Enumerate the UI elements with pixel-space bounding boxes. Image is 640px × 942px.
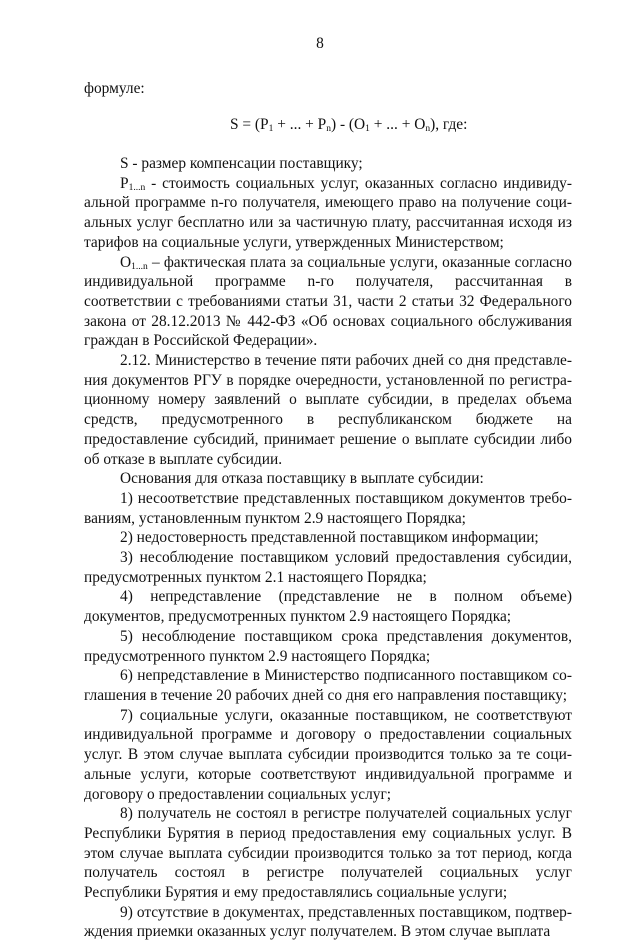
paragraph-2-12: 2.12. Министерство в течение пяти рабочих дней со дня представления документов РГУ в порядке очередности, установленной по регистрационному номеру заявлений о выплате субсидии, в пределах объема средств, предусмотренного в республиканском бюджете на предоставление субсидий, принимает решение о выплате субсидии либо об отказе в выплате субсидии.: [84, 352, 572, 468]
refusal-ground-item: 1) несоответствие представленных поставщиком документов требованиям, установленным пунктом 2.9 настоящего Порядка;: [84, 489, 572, 527]
definition-s: S - размер компенсации поставщику;: [120, 155, 363, 172]
refusal-ground-item: 9) отсутствие в документах, представленных поставщиком, подтверждения приемки оказанных услуг получателем. В этом случае выплата: [84, 903, 572, 941]
definition-symbol: O: [120, 253, 132, 271]
formula-part: ), где:: [430, 116, 468, 133]
refusal-ground-item: 5) несоблюдение поставщиком срока представления документов, предусмотренного пунктом 2.9 настоящего Порядка;: [84, 627, 572, 665]
compensation-formula: [230, 115, 467, 135]
formula-subscript: n: [425, 124, 431, 134]
refusal-grounds-heading: Основания для отказа поставщику в выплате субсидии:: [120, 470, 484, 488]
refusal-ground-item: 7) социальные услуги, оказанные поставщиком, не соответствуют индивидуальной программе и договору о предоставлении социальных услуг. В этом случае выплата субсидии производится только за те социальные услуги, которые соответствуют индивидуальной программе и договору о предоставлении социальных услуг;: [84, 706, 572, 803]
definition-symbol: P: [120, 174, 129, 192]
formula-subscript: 1: [268, 124, 274, 134]
formula-part: + ... + P: [273, 116, 327, 133]
definition-subscript: 1...n: [131, 261, 148, 272]
definition-text: – фактическая плата за социальные услуги, оказанные согласно индивидуальной программе n-го получателя, рассчитанная в соответствии с требованиями статьи 31, части 2 статьи 32 Федерального закона от 28.12.2013 № 442-ФЗ «Об основах социального обслуживания граждан в Российской Федерации».: [84, 253, 572, 350]
formula-part: S = (P: [230, 116, 269, 133]
body-text: [84, 154, 572, 942]
page-number: 8: [316, 35, 324, 52]
refusal-ground-item: 2) недостоверность представленной поставщиком информации;: [120, 529, 539, 547]
formula-subscript: 1: [365, 124, 370, 134]
refusal-ground-item: 3) несоблюдение поставщиком условий предоставления субсидии, предусмотренных пунктом 2.1 настоящего Порядка;: [84, 549, 572, 586]
definition-p: [84, 174, 572, 253]
formula-part: ) - (O: [330, 116, 366, 133]
definition-text: - стоимость социальных услуг, оказанных согласно индивидуальной программе n-го получателя, имеющего право на получение социальных услуг бесплатно или за частичную плату, рассчитанная исходя из тарифов на социальные услуги, утвержденных Министерством;: [84, 174, 572, 251]
definition-subscript: 1...n: [128, 182, 146, 193]
refusal-ground-item: 8) получатель не состоял в регистре получателей социальных услуг Республики Бурятия в период предоставления ему социальных услуг. В этом случае выплата субсидии производится только за тот период, когда получатель состоял в регистре получателей социальных услуг Республики Бурятия и ему предоставлялись социальные услуги;: [84, 805, 572, 902]
refusal-ground-item: 6) непредставление в Министерство подписанного поставщиком соглашения в течение 20 рабочих дней со дня его направления поставщику;: [84, 667, 572, 704]
formula-subscript: n: [326, 124, 331, 134]
lead-text: формуле:: [84, 80, 145, 97]
refusal-ground-item: 4) непредставление (представление не в полном объеме) документов, предусмотренных пунктом 2.9 настоящего Порядка;: [84, 588, 572, 626]
definition-o: [84, 253, 572, 352]
formula-part: + ... + O: [369, 116, 426, 133]
